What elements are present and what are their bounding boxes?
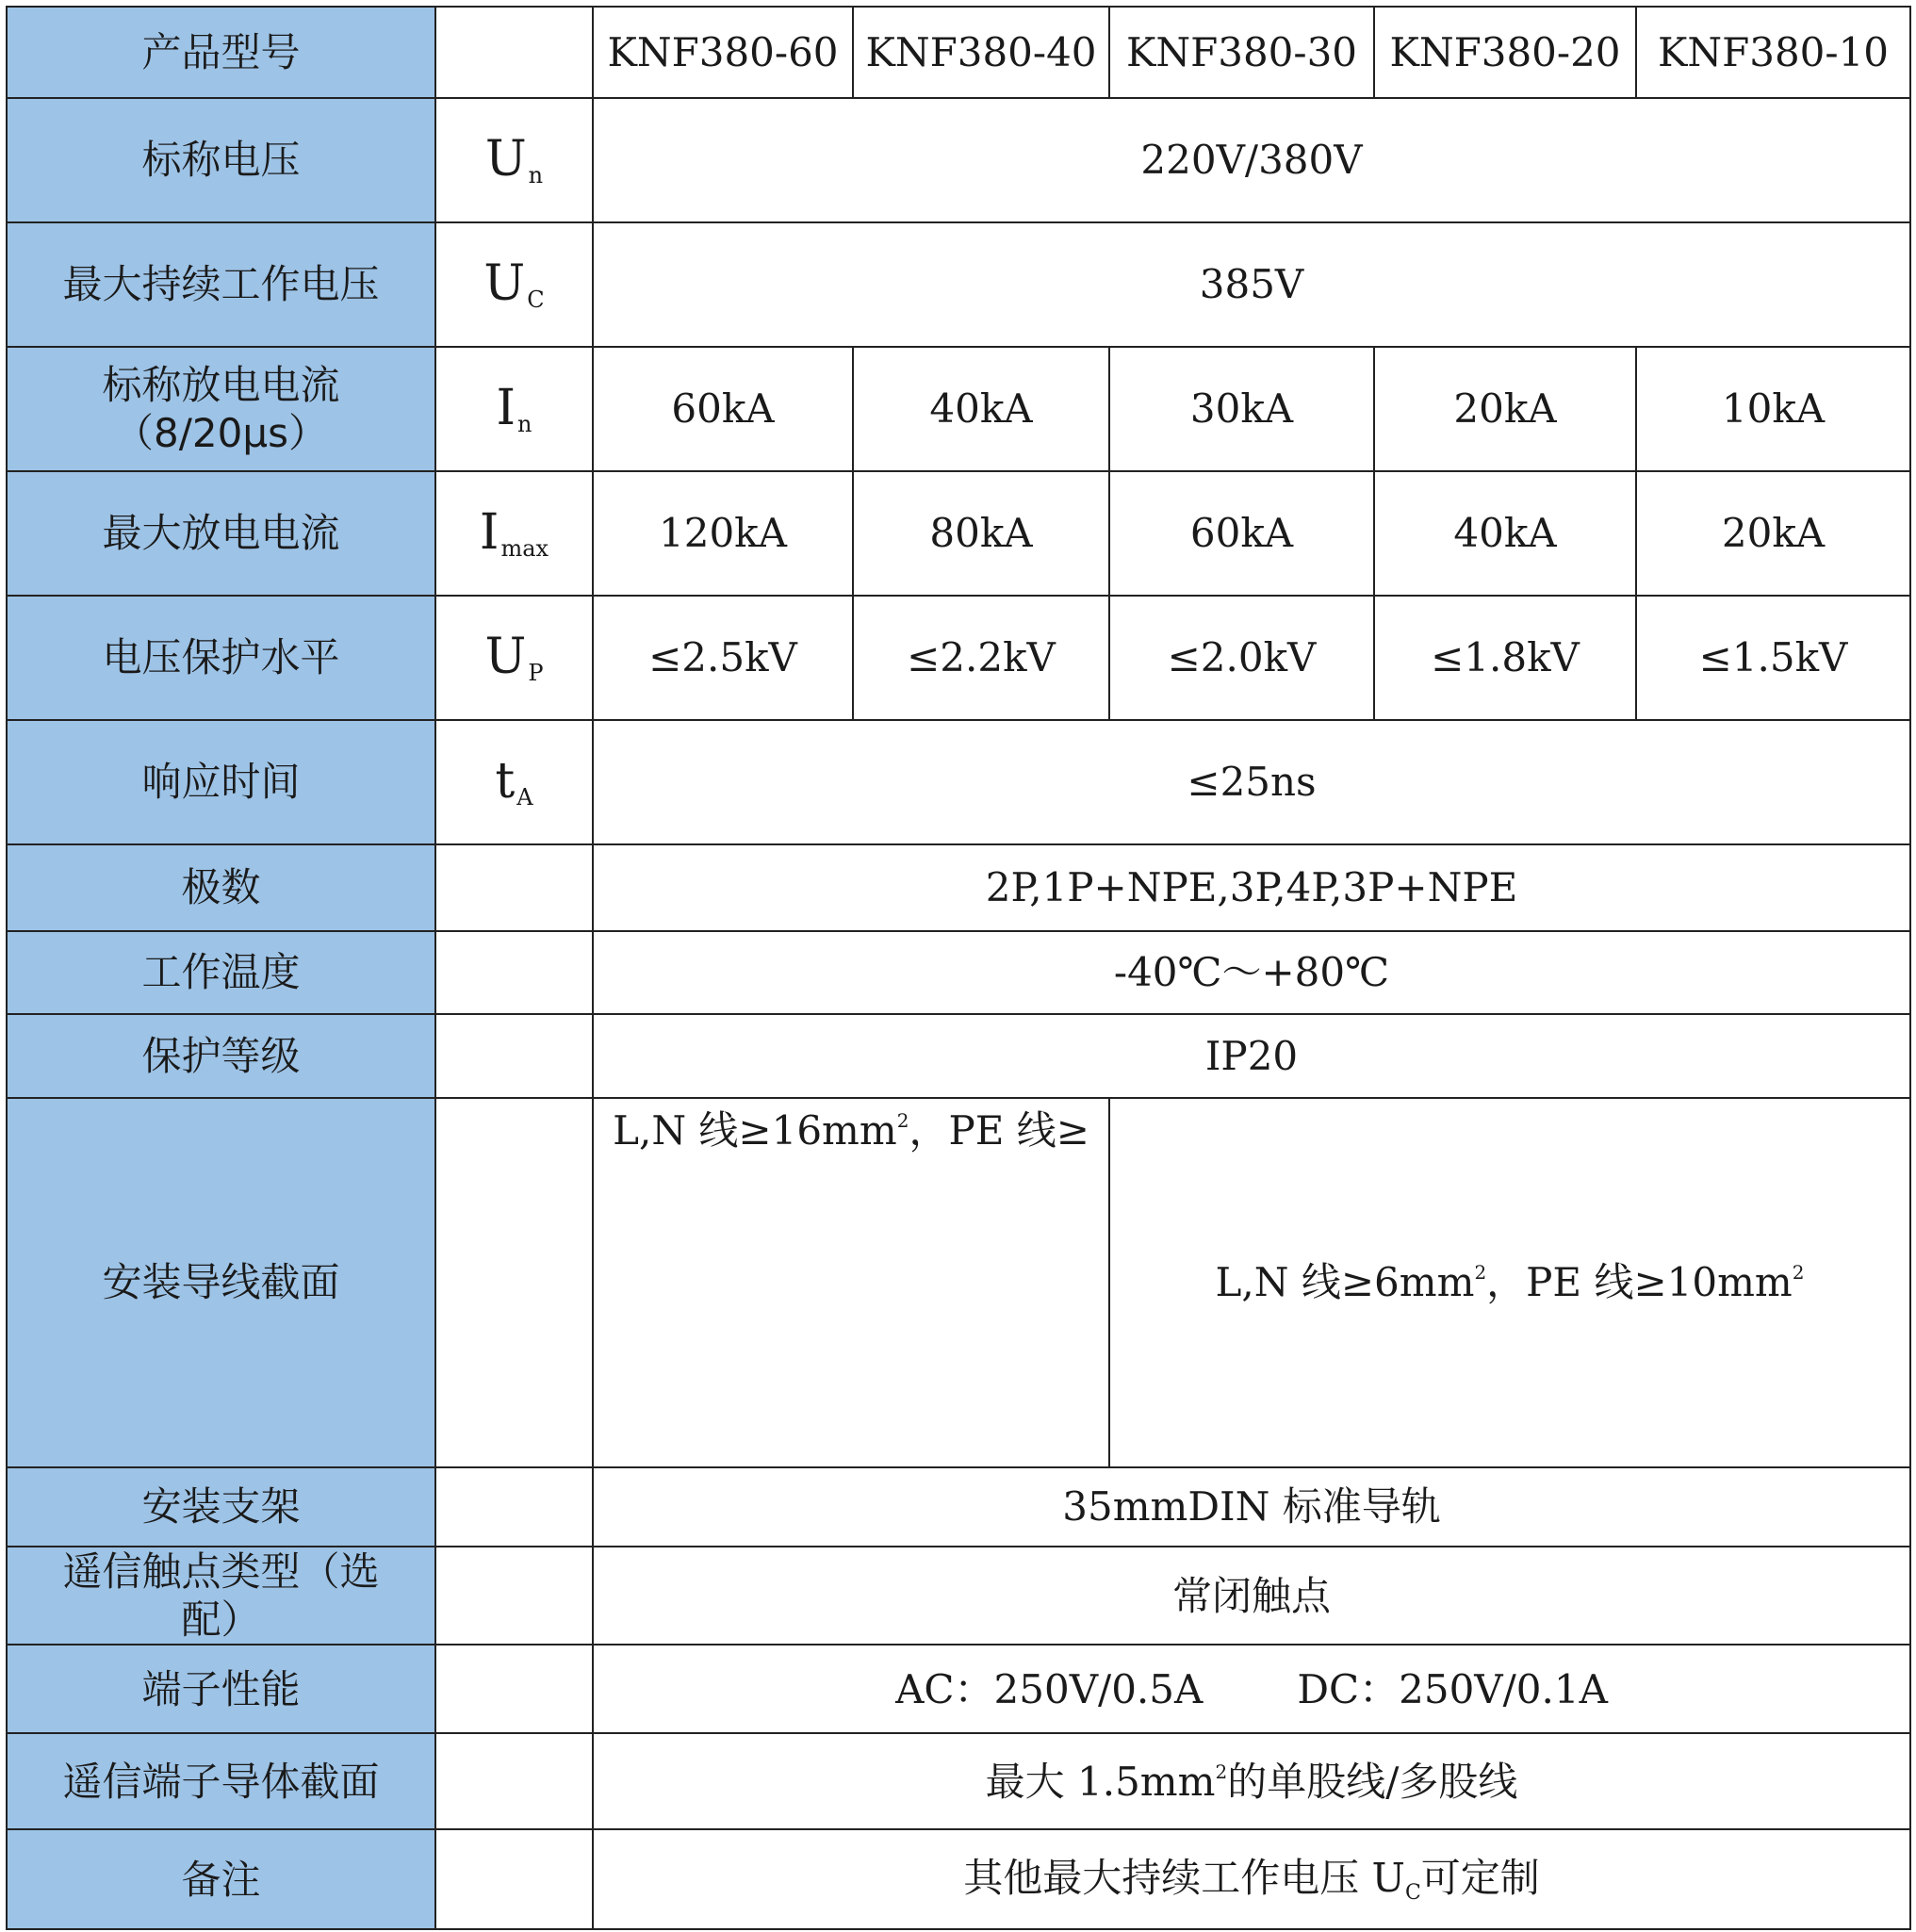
row-wire bbox=[7, 1098, 1910, 1467]
value-cell: ≤2.5kV bbox=[593, 596, 853, 720]
row-max-discharge bbox=[7, 471, 1910, 596]
model-cell: KNF380-60 bbox=[593, 7, 853, 98]
value-cell: ≤1.5kV bbox=[1636, 596, 1910, 720]
symbol-cell bbox=[435, 931, 593, 1014]
wire-left-text: ，PE 线≥ bbox=[909, 1107, 1089, 1154]
row-label: 工作温度 bbox=[7, 931, 435, 1014]
row-label-line: 配） bbox=[181, 1596, 261, 1644]
row-nominal-voltage bbox=[7, 98, 1910, 222]
value-cell: 40kA bbox=[1374, 471, 1636, 596]
value-cell: -40℃～+80℃ bbox=[593, 931, 1910, 1014]
remote-wire-text: 的单股线/多股线 bbox=[1227, 1758, 1518, 1805]
symbol-cell bbox=[435, 471, 593, 596]
superscript: 2 bbox=[896, 1109, 909, 1132]
terminal-ac: AC：250V/0.5A bbox=[895, 1665, 1204, 1712]
row-contact bbox=[7, 1547, 1910, 1645]
symbol: U bbox=[484, 629, 527, 686]
value-cell: 2P,1P+NPE,3P,4P,3P+NPE bbox=[593, 844, 1910, 931]
superscript: 2 bbox=[1215, 1760, 1228, 1783]
value-cell: ≤2.0kV bbox=[1109, 596, 1374, 720]
value-cell: 60kA bbox=[1109, 471, 1374, 596]
model-cell: KNF380-30 bbox=[1109, 7, 1374, 98]
header-symbol-cell bbox=[435, 7, 593, 98]
model-cell: KNF380-20 bbox=[1374, 7, 1636, 98]
row-mount bbox=[7, 1467, 1910, 1547]
row-label: 遥信端子导体截面 bbox=[7, 1733, 435, 1829]
symbol-cell bbox=[435, 1098, 593, 1467]
header-row bbox=[7, 7, 1910, 98]
row-label-line: 标称放电电流 bbox=[102, 361, 340, 408]
value-cell: 220V/380V bbox=[593, 98, 1910, 222]
value-cell bbox=[593, 1733, 1910, 1829]
subscript: C bbox=[1404, 1880, 1421, 1905]
symbol-cell bbox=[435, 222, 593, 347]
symbol: I bbox=[496, 380, 516, 437]
model-cell: KNF380-40 bbox=[853, 7, 1109, 98]
symbol: I bbox=[479, 504, 499, 562]
superscript: 2 bbox=[1474, 1261, 1487, 1285]
wire-left-text: L,N 线≥16mm bbox=[613, 1107, 897, 1154]
wire-right-text: ，PE 线≥10mm bbox=[1486, 1259, 1793, 1306]
value-cell: 20kA bbox=[1636, 471, 1910, 596]
symbol-cell bbox=[435, 98, 593, 222]
value-cell bbox=[1109, 1098, 1910, 1467]
row-label bbox=[7, 1547, 435, 1645]
value-cell bbox=[593, 1829, 1910, 1929]
value-cell: 20kA bbox=[1374, 347, 1636, 471]
row-protection-level bbox=[7, 596, 1910, 720]
row-poles bbox=[7, 844, 1910, 931]
row-label: 最大持续工作电压 bbox=[7, 222, 435, 347]
symbol-cell bbox=[435, 596, 593, 720]
symbol-cell bbox=[435, 1467, 593, 1547]
value-cell: 35mmDIN 标准导轨 bbox=[593, 1467, 1910, 1547]
value-cell: 10kA bbox=[1636, 347, 1910, 471]
row-label: 最大放电电流 bbox=[7, 471, 435, 596]
value-cell: 385V bbox=[593, 222, 1910, 347]
symbol-subscript: C bbox=[527, 287, 545, 314]
row-label-line: 遥信触点类型（选 bbox=[62, 1548, 380, 1595]
remark-text: 可定制 bbox=[1420, 1854, 1540, 1901]
remote-wire-text: 最大 1.5mm bbox=[985, 1758, 1216, 1805]
header-label: 产品型号 bbox=[7, 7, 435, 98]
symbol-cell bbox=[435, 1733, 593, 1829]
symbol-cell bbox=[435, 1829, 593, 1929]
row-label bbox=[7, 347, 435, 471]
remark-text: 其他最大持续工作电压 U bbox=[963, 1854, 1405, 1901]
value-cell: ≤2.2kV bbox=[853, 596, 1109, 720]
superscript: 2 bbox=[1792, 1261, 1805, 1285]
symbol-subscript: n bbox=[528, 162, 544, 189]
value-cell: IP20 bbox=[593, 1014, 1910, 1098]
symbol: U bbox=[484, 131, 527, 188]
row-label: 安装支架 bbox=[7, 1467, 435, 1547]
symbol-subscript: max bbox=[500, 535, 549, 563]
symbol-cell bbox=[435, 1014, 593, 1098]
symbol-cell bbox=[435, 1547, 593, 1645]
value-cell: 40kA bbox=[853, 347, 1109, 471]
symbol: U bbox=[483, 255, 526, 313]
value-cell bbox=[593, 1645, 1910, 1733]
value-cell: 120kA bbox=[593, 471, 853, 596]
row-label: 电压保护水平 bbox=[7, 596, 435, 720]
row-remote-wire bbox=[7, 1733, 1910, 1829]
value-cell: ≤25ns bbox=[593, 720, 1910, 844]
symbol-subscript: P bbox=[528, 660, 544, 687]
row-label-line: （8/20μs） bbox=[114, 410, 328, 456]
value-cell: 30kA bbox=[1109, 347, 1374, 471]
row-label: 端子性能 bbox=[7, 1645, 435, 1733]
row-label: 备注 bbox=[7, 1829, 435, 1929]
wire-right-text: L,N 线≥6mm bbox=[1215, 1259, 1475, 1306]
symbol-subscript: A bbox=[516, 784, 533, 811]
row-temperature bbox=[7, 931, 1910, 1014]
value-cell: 80kA bbox=[853, 471, 1109, 596]
row-ip bbox=[7, 1014, 1910, 1098]
symbol-cell bbox=[435, 844, 593, 931]
row-label: 保护等级 bbox=[7, 1014, 435, 1098]
symbol-cell bbox=[435, 1645, 593, 1733]
row-label: 标称电压 bbox=[7, 98, 435, 222]
terminal-dc: DC：250V/0.1A bbox=[1297, 1665, 1608, 1712]
row-response-time bbox=[7, 720, 1910, 844]
row-label: 响应时间 bbox=[7, 720, 435, 844]
symbol: t bbox=[495, 753, 516, 810]
value-cell: 60kA bbox=[593, 347, 853, 471]
row-remark bbox=[7, 1829, 1910, 1929]
row-label: 极数 bbox=[7, 844, 435, 931]
symbol-cell bbox=[435, 347, 593, 471]
row-label: 安装导线截面 bbox=[7, 1098, 435, 1467]
row-terminal bbox=[7, 1645, 1910, 1733]
symbol-subscript: n bbox=[517, 411, 532, 438]
row-nominal-discharge bbox=[7, 347, 1910, 471]
model-cell: KNF380-10 bbox=[1636, 7, 1910, 98]
value-cell: 常闭触点 bbox=[593, 1547, 1910, 1645]
spec-table bbox=[6, 6, 1911, 1930]
value-cell bbox=[593, 1098, 1109, 1467]
row-max-cont-voltage bbox=[7, 222, 1910, 347]
value-cell: ≤1.8kV bbox=[1374, 596, 1636, 720]
symbol-cell bbox=[435, 720, 593, 844]
